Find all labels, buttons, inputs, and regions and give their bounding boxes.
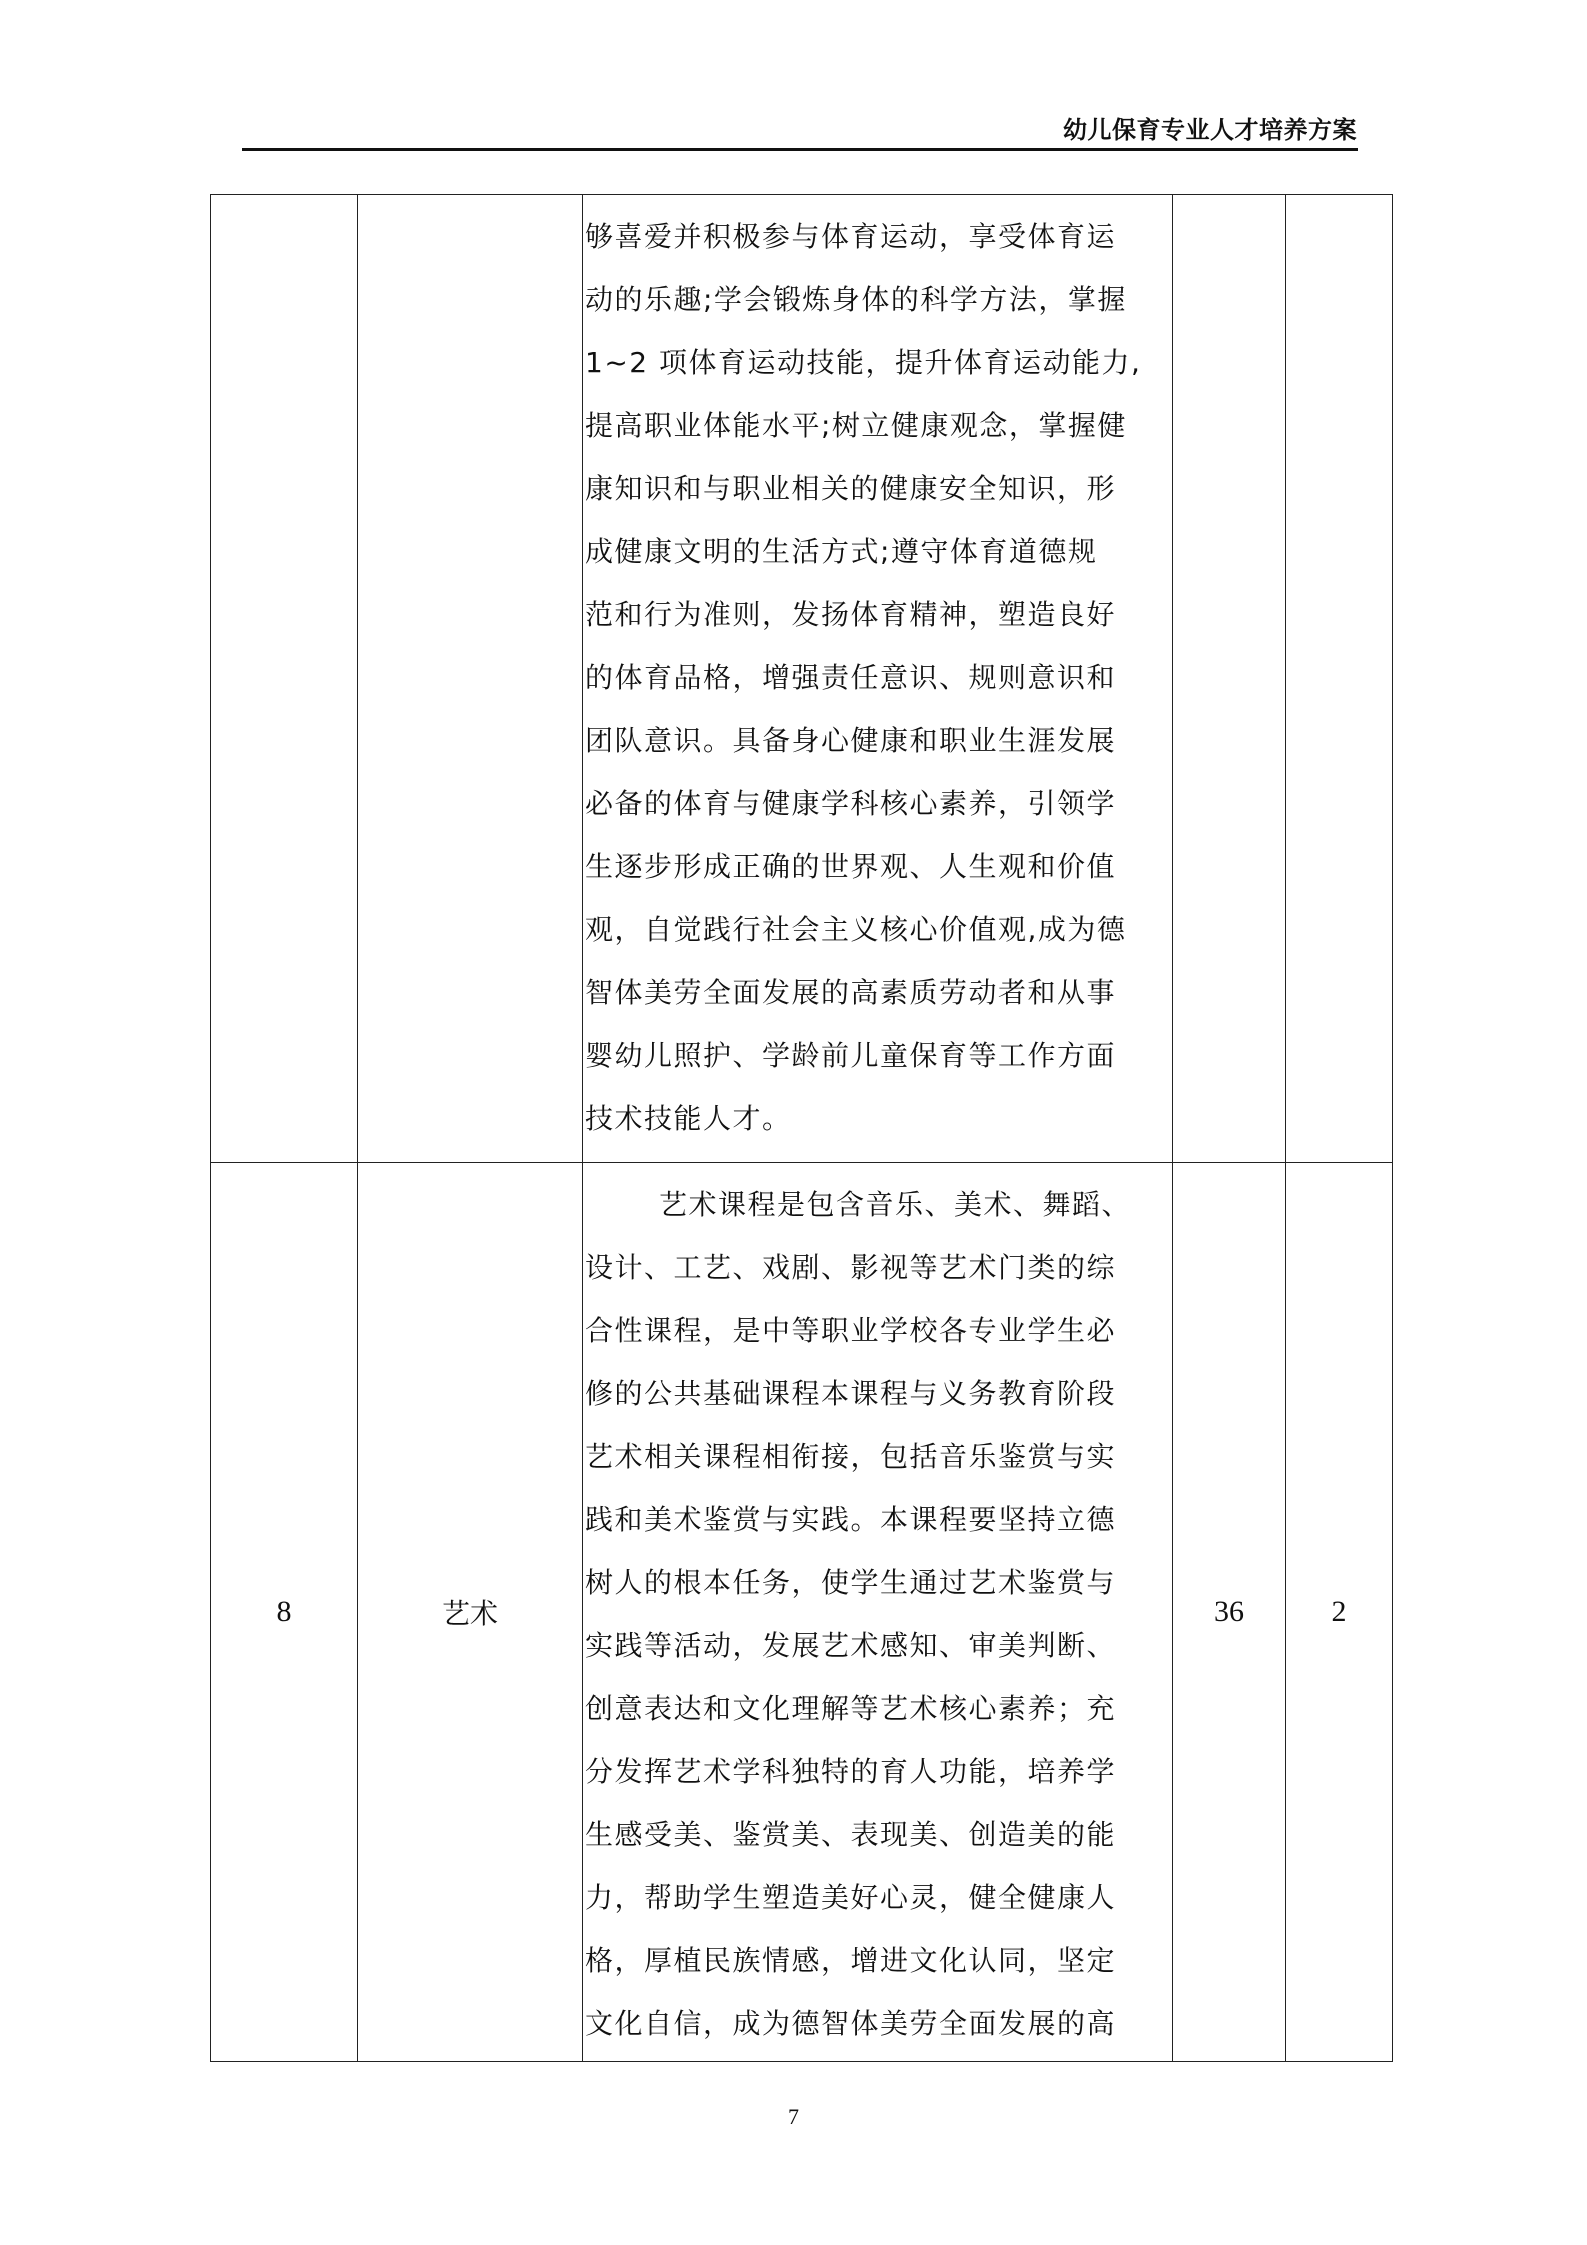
description-line: 1~2 项体育运动技能，提升体育运动能力, <box>585 346 1142 379</box>
cell-number <box>211 195 358 1163</box>
description-line: 力，帮助学生塑造美好心灵，健全健康人 <box>585 1881 1117 1914</box>
description-line: 实践等活动，发展艺术感知、审美判断、 <box>585 1629 1117 1662</box>
cell-course-name: 艺术 <box>358 1163 583 2062</box>
table-row <box>211 195 1393 1163</box>
cell-number: 8 <box>211 1163 358 2062</box>
description-line: 艺术课程是包含音乐、美术、舞蹈、 <box>659 1188 1132 1221</box>
cell-credits: 2 <box>1286 1163 1393 2062</box>
description-line: 格，厚植民族情感，增进文化认同，坚定 <box>585 1944 1117 1977</box>
description-line: 合性课程，是中等职业学校各专业学生必 <box>585 1314 1117 1347</box>
cell-course-name <box>358 195 583 1163</box>
description-line: 范和行为准则，发扬体育精神，塑造良好 <box>585 598 1117 631</box>
description-line: 创意表达和文化理解等艺术核心素养；充 <box>585 1692 1117 1725</box>
header-rule <box>242 148 1358 151</box>
description-line: 生感受美、鉴赏美、表现美、创造美的能 <box>585 1818 1117 1851</box>
cell-description <box>583 195 1173 1163</box>
description-line: 团队意识。具备身心健康和职业生涯发展 <box>585 724 1117 757</box>
description-line: 文化自信，成为德智体美劳全面发展的高 <box>585 2007 1117 2040</box>
description-line: 生逐步形成正确的世界观、人生观和价值 <box>585 850 1117 883</box>
description-line: 成健康文明的生活方式;遵守体育道德规 <box>585 535 1098 568</box>
cell-hours: 36 <box>1173 1163 1286 2062</box>
description-line: 动的乐趣;学会锻炼身体的科学方法，掌握 <box>585 283 1127 316</box>
cell-hours <box>1173 195 1286 1163</box>
curriculum-table <box>210 194 1393 2062</box>
header-title: 幼儿保育专业人才培养方案 <box>1063 115 1357 144</box>
description-line: 修的公共基础课程本课程与义务教育阶段 <box>585 1377 1117 1410</box>
description-line: 够喜爱并积极参与体育运动，享受体育运 <box>585 220 1117 253</box>
description-line: 提高职业体能水平;树立健康观念，掌握健 <box>585 409 1127 442</box>
description-line: 智体美劳全面发展的高素质劳动者和从事 <box>585 976 1117 1009</box>
description-line: 婴幼儿照护、学龄前儿童保育等工作方面 <box>585 1039 1117 1072</box>
description-line: 树人的根本任务，使学生通过艺术鉴赏与 <box>585 1566 1117 1599</box>
description-line: 设计、工艺、戏剧、影视等艺术门类的综 <box>585 1251 1117 1284</box>
table-row <box>211 1163 1393 2062</box>
description-line: 的体育品格，增强责任意识、规则意识和 <box>585 661 1117 694</box>
description-line: 康知识和与职业相关的健康安全知识，形 <box>585 472 1117 505</box>
cell-credits <box>1286 195 1393 1163</box>
description-line: 观，自觉践行社会主义核心价值观,成为德 <box>585 913 1127 946</box>
description-line: 艺术相关课程相衔接，包括音乐鉴赏与实 <box>585 1440 1117 1473</box>
cell-description <box>583 1163 1173 2062</box>
description-line: 技术技能人才。 <box>585 1102 792 1135</box>
description-line: 分发挥艺术学科独特的育人功能，培养学 <box>585 1755 1117 1788</box>
page-number: 7 <box>788 2104 799 2129</box>
description-line: 必备的体育与健康学科核心素养，引领学 <box>585 787 1117 820</box>
description-line: 践和美术鉴赏与实践。本课程要坚持立德 <box>585 1503 1117 1536</box>
